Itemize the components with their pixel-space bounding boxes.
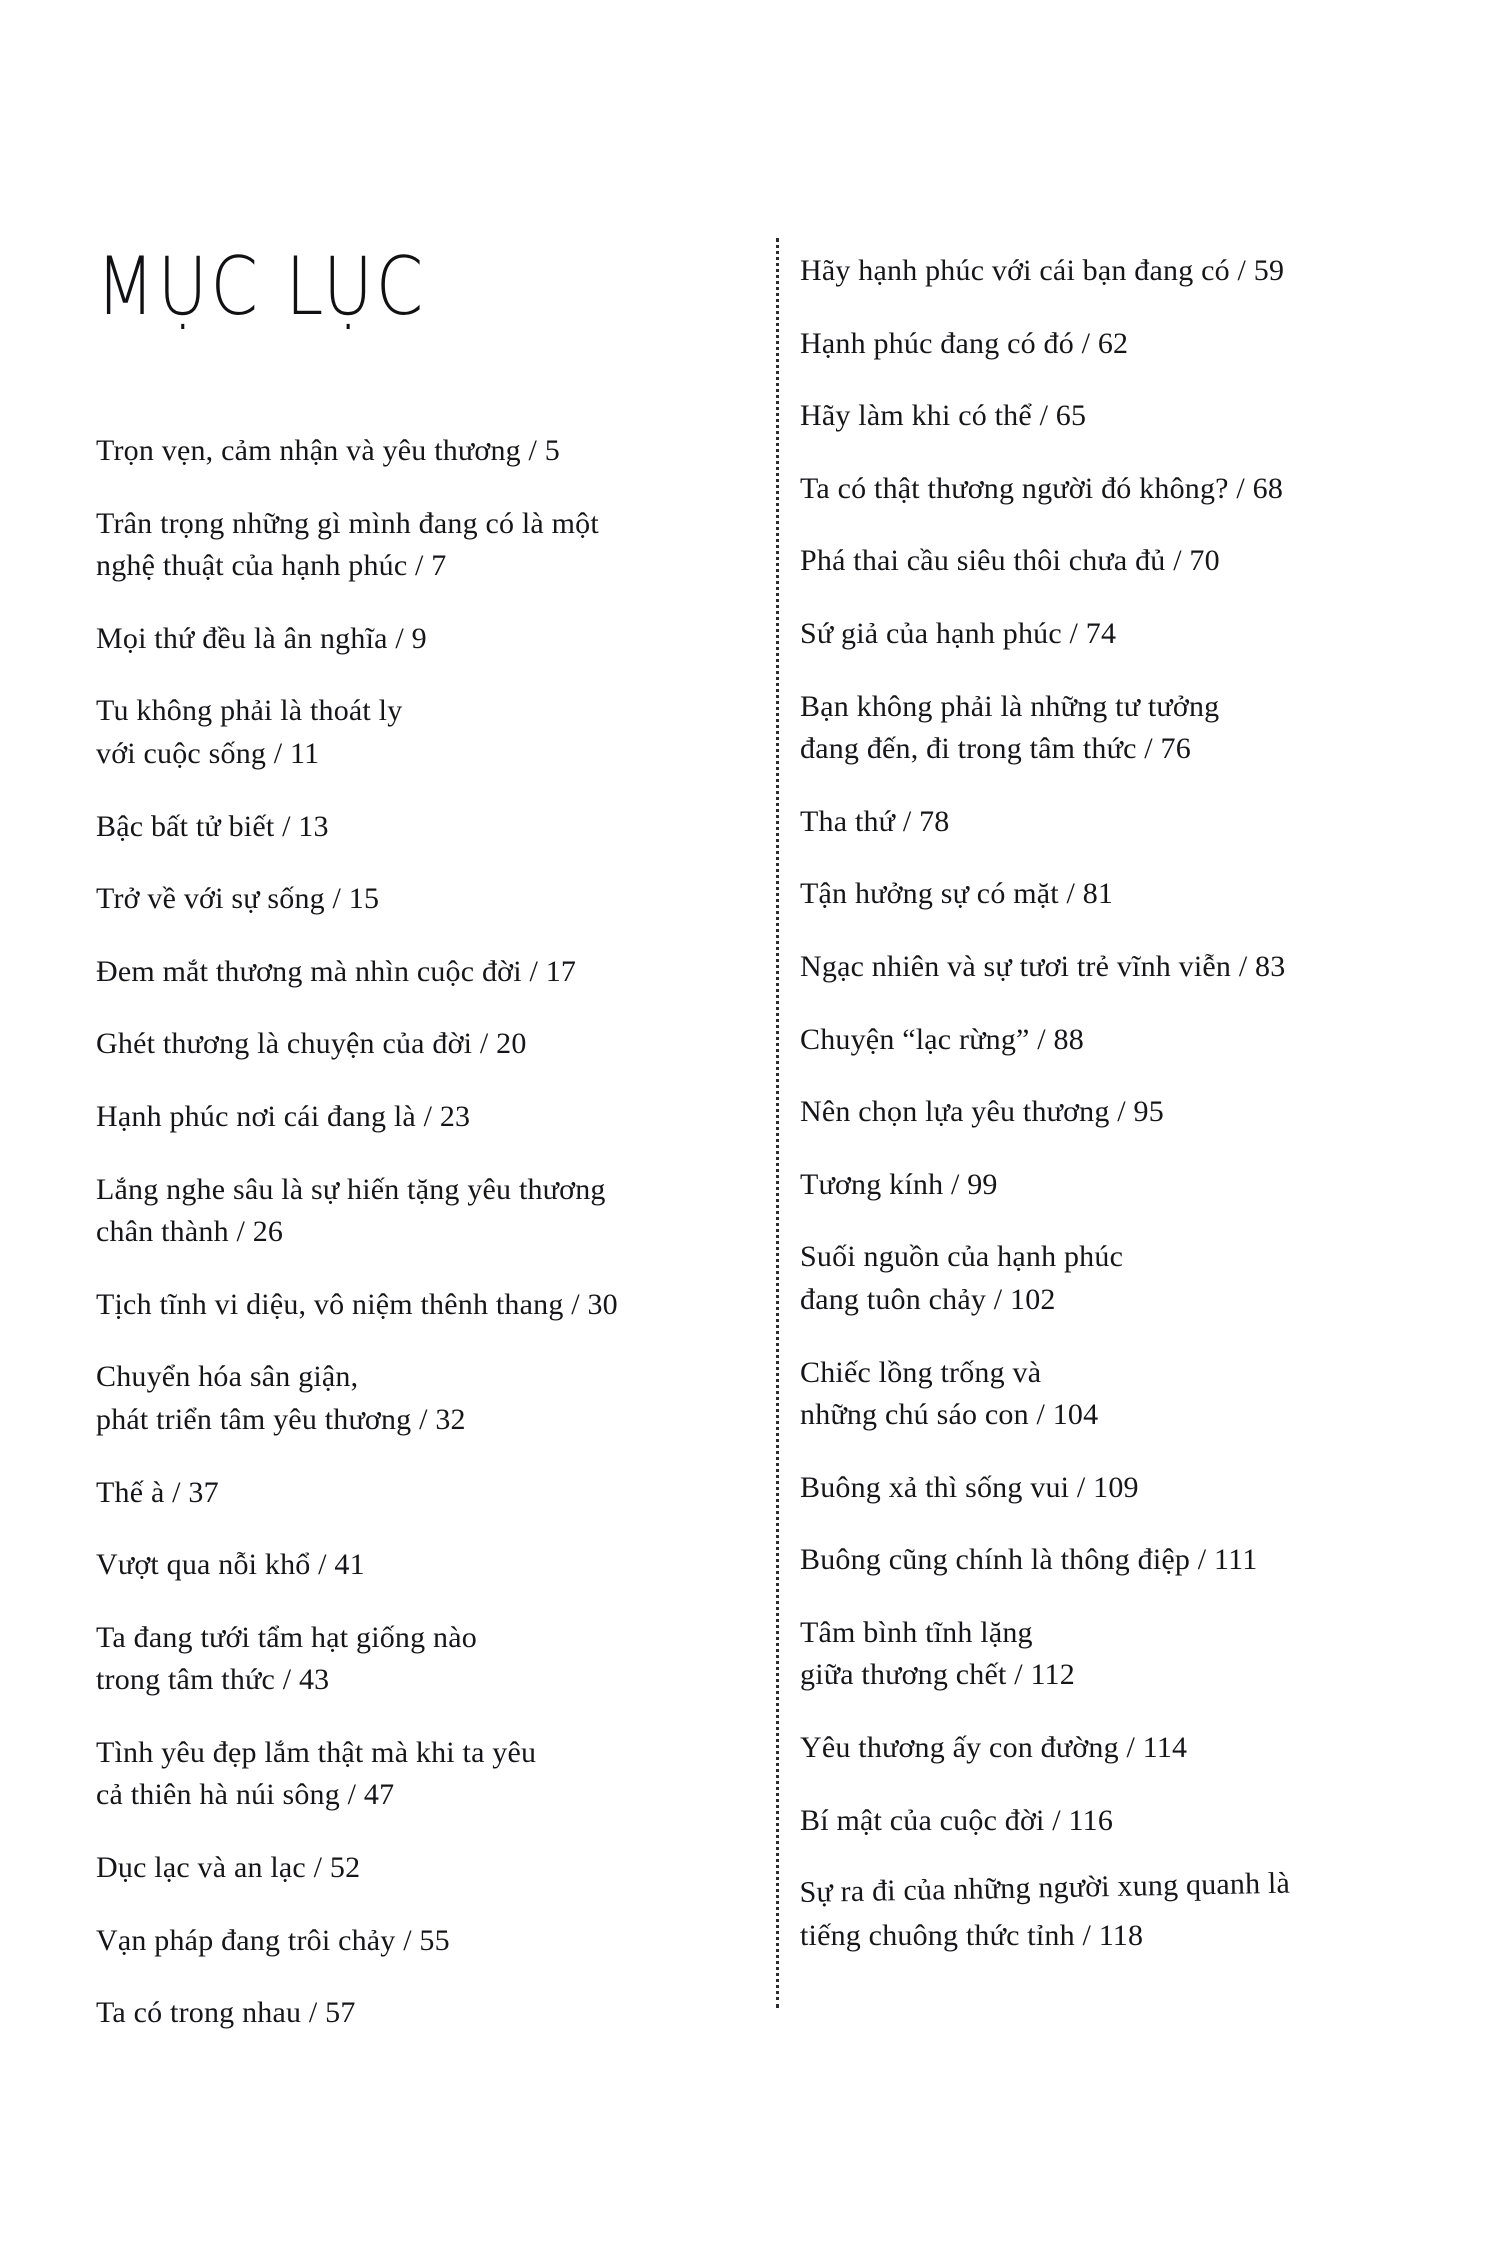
toc-entry-line: Chuyện “lạc rừng” / 88: [800, 1022, 1084, 1056]
toc-left-column: [96, 430, 756, 2065]
toc-entry[interactable]: [800, 1352, 1440, 1437]
toc-entry[interactable]: [800, 1091, 1440, 1134]
page-title: MỤC LỤC: [96, 240, 427, 335]
toc-entry-line: Bạn không phải là những tư tưởng: [800, 689, 1220, 723]
toc-entry[interactable]: [800, 1019, 1440, 1062]
toc-entry-line: Suối nguồn của hạnh phúc: [800, 1240, 1124, 1274]
toc-entry-line: Bí mật của cuộc đời / 116: [800, 1803, 1114, 1837]
toc-entry[interactable]: [800, 1164, 1440, 1207]
toc-entry[interactable]: [96, 1169, 756, 1254]
toc-entry[interactable]: [96, 430, 756, 473]
toc-entry[interactable]: [800, 801, 1440, 844]
toc-entry-line: Sứ giả của hạnh phúc / 74: [800, 616, 1117, 650]
toc-entry-line: Trở về với sự sống / 15: [96, 882, 380, 916]
toc-entry[interactable]: [96, 1617, 756, 1702]
toc-entry-line: Buông xả thì sống vui / 109: [800, 1470, 1139, 1504]
toc-entry[interactable]: [800, 395, 1440, 438]
toc-entry[interactable]: [800, 1800, 1440, 1843]
toc-entry[interactable]: [96, 1023, 756, 1066]
toc-entry[interactable]: [800, 873, 1440, 916]
toc-entry[interactable]: [96, 1920, 756, 1963]
toc-entry-line: Ta có thật thương người đó không? / 68: [800, 471, 1284, 505]
toc-entry[interactable]: [800, 1467, 1440, 1510]
toc-entry-line: trong tâm thức / 43: [96, 1663, 330, 1697]
toc-entry-line: Vạn pháp đang trôi chảy / 55: [96, 1923, 450, 1957]
toc-entry[interactable]: [800, 1727, 1440, 1770]
toc-entry[interactable]: [96, 1992, 756, 2035]
toc-entry[interactable]: [96, 1356, 756, 1441]
toc-entry-line: Tình yêu đẹp lắm thật mà khi ta yêu: [96, 1735, 537, 1769]
toc-entry-line: Buông cũng chính là thông điệp / 111: [800, 1543, 1258, 1577]
toc-entry[interactable]: [800, 613, 1440, 656]
toc-entry[interactable]: [96, 1472, 756, 1515]
toc-right-column: [800, 250, 1440, 1987]
toc-entry-line: nghệ thuật của hạnh phúc / 7: [96, 549, 447, 583]
toc-entry[interactable]: [799, 1866, 1440, 1957]
toc-entry-line: đang tuôn chảy / 102: [800, 1282, 1056, 1316]
toc-entry[interactable]: [96, 1732, 756, 1817]
toc-entry-line: Hạnh phúc đang có đó / 62: [800, 326, 1129, 360]
toc-entry-line: đang đến, đi trong tâm thức / 76: [800, 732, 1191, 766]
toc-entry[interactable]: [800, 1236, 1440, 1321]
toc-entry[interactable]: [800, 468, 1440, 511]
toc-entry-line: Đem mắt thương mà nhìn cuộc đời / 17: [96, 954, 577, 988]
toc-entry-line: Ngạc nhiên và sự tươi trẻ vĩnh viễn / 83: [800, 949, 1286, 983]
toc-entry-line: Tâm bình tĩnh lặng: [800, 1615, 1033, 1649]
toc-entry[interactable]: [96, 1284, 756, 1327]
toc-entry[interactable]: [800, 1539, 1440, 1582]
toc-entry[interactable]: [96, 503, 756, 588]
toc-entry-line: Sự ra đi của những người xung quanh là: [799, 1866, 1291, 1910]
toc-entry[interactable]: [800, 250, 1440, 293]
column-divider: [776, 238, 779, 2008]
toc-entry-line: những chú sáo con / 104: [800, 1398, 1099, 1432]
toc-entry-line: Lắng nghe sâu là sự hiến tặng yêu thương: [96, 1172, 606, 1206]
toc-entry-line: Ta có trong nhau / 57: [96, 1996, 356, 2030]
toc-entry[interactable]: [96, 1096, 756, 1139]
toc-entry[interactable]: [800, 323, 1440, 366]
toc-entry[interactable]: [96, 1544, 756, 1587]
toc-entry-line: Vượt qua nỗi khổ / 41: [96, 1548, 365, 1582]
toc-entry-line: Chiếc lồng trống và: [800, 1355, 1042, 1389]
toc-entry-line: Hạnh phúc nơi cái đang là / 23: [96, 1099, 471, 1133]
toc-entry[interactable]: [96, 806, 756, 849]
toc-entry-line: Hãy làm khi có thể / 65: [800, 399, 1087, 433]
toc-entry-line: Ta đang tưới tẩm hạt giống nào: [96, 1620, 477, 1654]
toc-entry-line: cả thiên hà núi sông / 47: [96, 1778, 395, 1812]
toc-entry-line: Tu không phải là thoát ly: [96, 694, 403, 728]
toc-entry-line: Dục lạc và an lạc / 52: [96, 1851, 361, 1885]
toc-entry-line: Trân trọng những gì mình đang có là một: [96, 506, 599, 540]
toc-entry-line: chân thành / 26: [96, 1215, 284, 1249]
toc-entry-line: Thế à / 37: [96, 1475, 219, 1509]
toc-entry-line: Tận hưởng sự có mặt / 81: [800, 877, 1114, 911]
toc-entry[interactable]: [800, 540, 1440, 583]
toc-entry[interactable]: [800, 1612, 1440, 1697]
toc-entry-line: Chuyển hóa sân giận,: [96, 1360, 359, 1394]
toc-entry-line: Mọi thứ đều là ân nghĩa / 9: [96, 621, 427, 655]
toc-entry-line: Tha thứ / 78: [800, 804, 950, 838]
toc-entry-line: với cuộc sống / 11: [96, 736, 320, 770]
toc-entry[interactable]: [96, 618, 756, 661]
toc-entry-line: Yêu thương ấy con đường / 114: [800, 1731, 1188, 1765]
toc-entry[interactable]: [800, 686, 1440, 771]
toc-entry[interactable]: [800, 946, 1440, 989]
toc-entry-line: Tịch tĩnh vi diệu, vô niệm thênh thang / 30: [96, 1287, 618, 1321]
toc-entry-line: Bậc bất tử biết / 13: [96, 809, 329, 843]
toc-entry-line: Phá thai cầu siêu thôi chưa đủ / 70: [800, 544, 1220, 578]
toc-entry[interactable]: [96, 951, 756, 994]
toc-entry[interactable]: [96, 878, 756, 921]
toc-entry-line: Nên chọn lựa yêu thương / 95: [800, 1095, 1164, 1129]
toc-entry-line: Trọn vẹn, cảm nhận và yêu thương / 5: [96, 434, 560, 467]
toc-entry-line: tiếng chuông thức tỉnh / 118: [800, 1918, 1144, 1952]
toc-entry-line: Tương kính / 99: [800, 1167, 998, 1201]
toc-entry-line: phát triển tâm yêu thương / 32: [96, 1402, 466, 1436]
toc-entry[interactable]: [96, 1847, 756, 1890]
toc-entry-line: giữa thương chết / 112: [800, 1658, 1075, 1692]
toc-entry[interactable]: [96, 690, 756, 775]
toc-entry-line: Ghét thương là chuyện của đời / 20: [96, 1027, 527, 1061]
toc-entry-line: Hãy hạnh phúc với cái bạn đang có / 59: [800, 254, 1285, 287]
